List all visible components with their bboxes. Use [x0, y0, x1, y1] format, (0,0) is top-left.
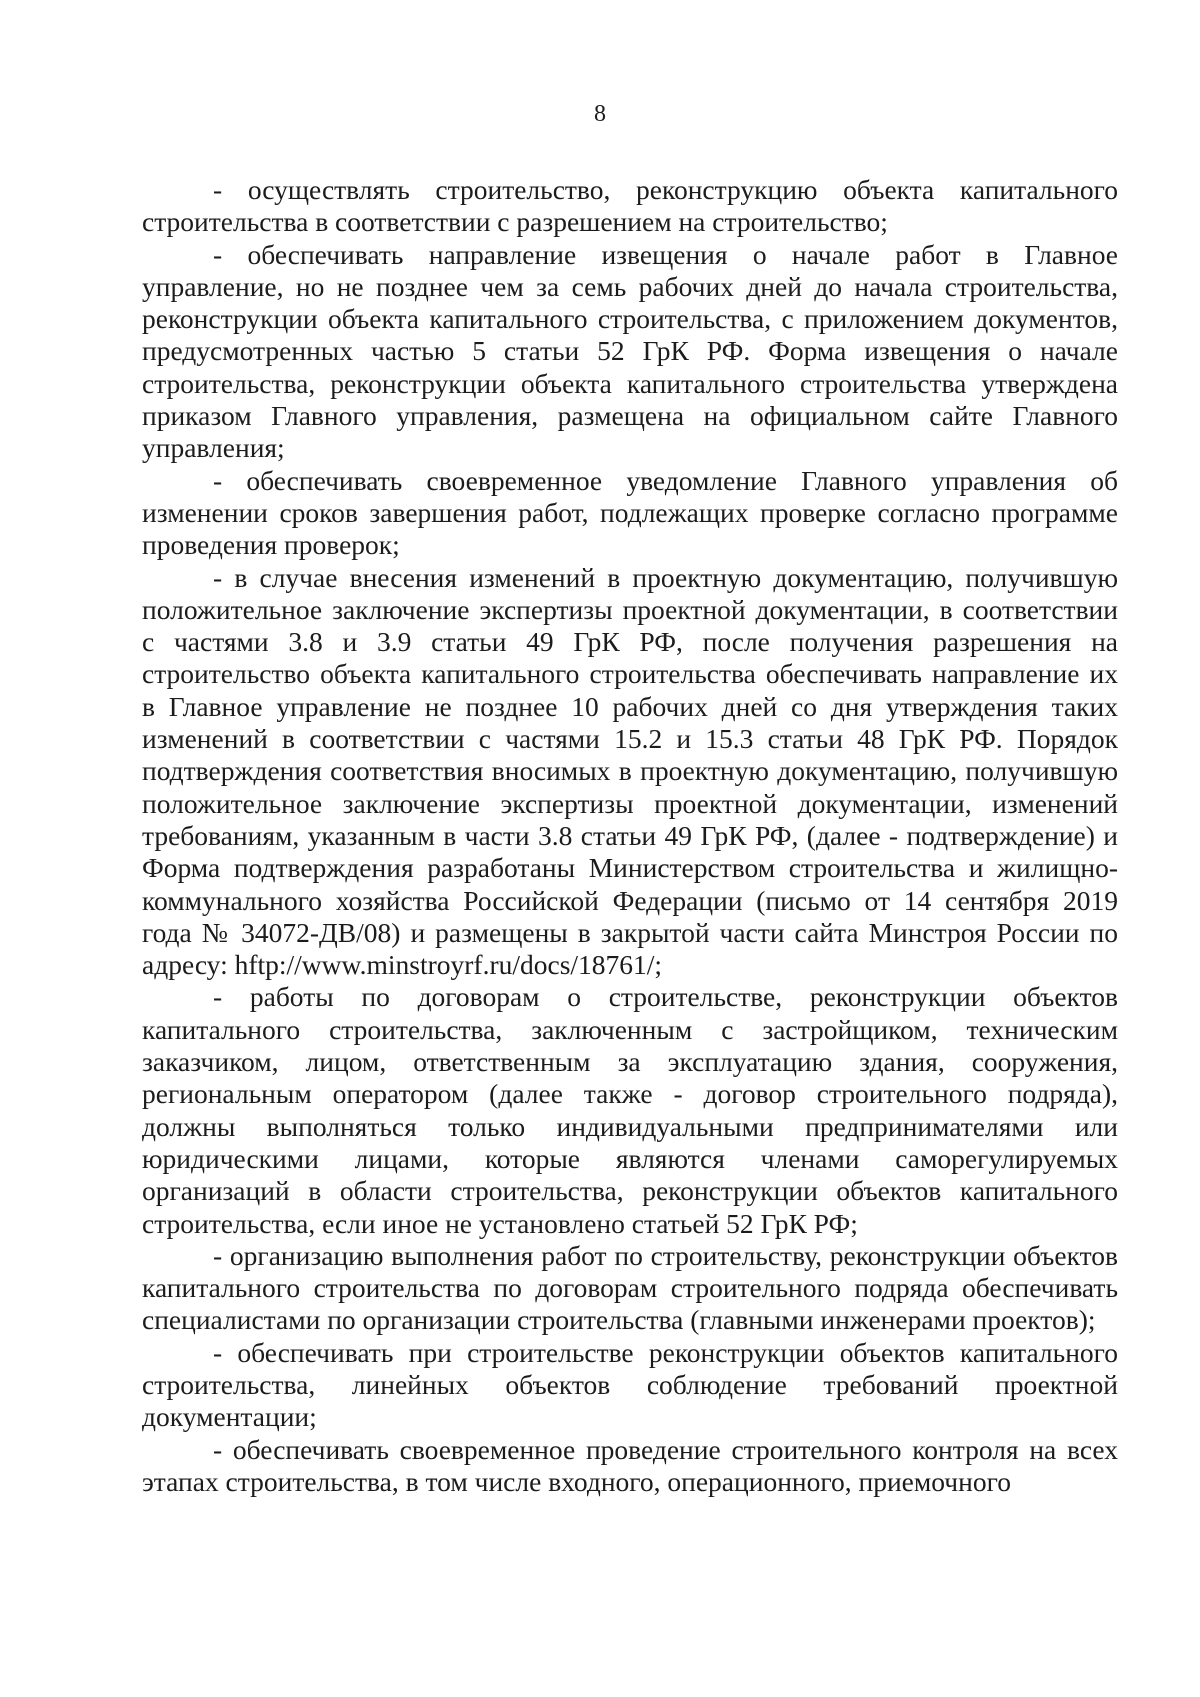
paragraph-7: - обеспечивать при строительстве реконструкции объектов капитального строительства, линейных объектов соблюдение требований проектной документации;	[142, 1336, 1118, 1433]
document-body	[142, 174, 1118, 1498]
paragraph-5: - работы по договорам о строительстве, реконструкции объектов капитального строительства, заключенным с застройщиком, техническим заказчиком, лицом, ответственным за эксплуатацию здания, сооружения, региональным оператором (далее также - договор строительного подряда), должны выполняться только индивидуальными предпринимателями или юридическими лицами, которые являются членами саморегулируемых организаций в области строительства, реконструкции объектов капитального строительства, если иное не установлено статьей 52 ГрК РФ;	[142, 981, 1118, 1239]
paragraph-3: - обеспечивать своевременное уведомление Главного управления об изменении сроков завершения работ, подлежащих проверке согласно программе проведения проверок;	[142, 464, 1118, 561]
paragraph-8: - обеспечивать своевременное проведение строительного контроля на всех этапах строительства, в том числе входного, операционного, приемочного	[142, 1433, 1118, 1497]
paragraph-4: - в случае внесения изменений в проектную документацию, получившую положительное заключение экспертизы проектной документации, в соответствии с частями 3.8 и 3.9 статьи 49 ГрК РФ, после получения разрешения на строительство объекта капитального строительства обеспечивать направление их в Главное управление не позднее 10 рабочих дней со дня утверждения таких изменений в соответствии с частями 15.2 и 15.3 статьи 48 ГрК РФ. Порядок подтверждения соответствия вносимых в проектную документацию, получившую положительное заключение экспертизы проектной документации, изменений требованиям, указанным в части 3.8 статьи 49 ГрК РФ, (далее - подтверждение) и Форма подтверждения разработаны Министерством строительства и жилищно-коммунального хозяйства Российской Федерации (письмо от 14 сентября 2019 года № 34072-ДВ/08) и размещены в закрытой части сайта Минстроя России по адресу: hftp://www.minstroyrf.ru/docs/18761/;	[142, 561, 1118, 981]
paragraph-1: - осуществлять строительство, реконструкцию объекта капитального строительства в соответствии с разрешением на строительство;	[142, 174, 1118, 238]
paragraph-6: - организацию выполнения работ по строительству, реконструкции объектов капитального строительства по договорам строительного подряда обеспечивать специалистами по организации строительства (главными инженерами проектов);	[142, 1239, 1118, 1336]
page-number: 8	[594, 101, 606, 127]
paragraph-2: - обеспечивать направление извещения о начале работ в Главное управление, но не позднее чем за семь рабочих дней до начала строительства, реконструкции объекта капитального строительства, с приложением документов, предусмотренных частью 5 статьи 52 ГрК РФ. Форма извещения о начале строительства, реконструкции объекта капитального строительства утверждена приказом Главного управления, размещена на официальном сайте Главного управления;	[142, 238, 1118, 464]
